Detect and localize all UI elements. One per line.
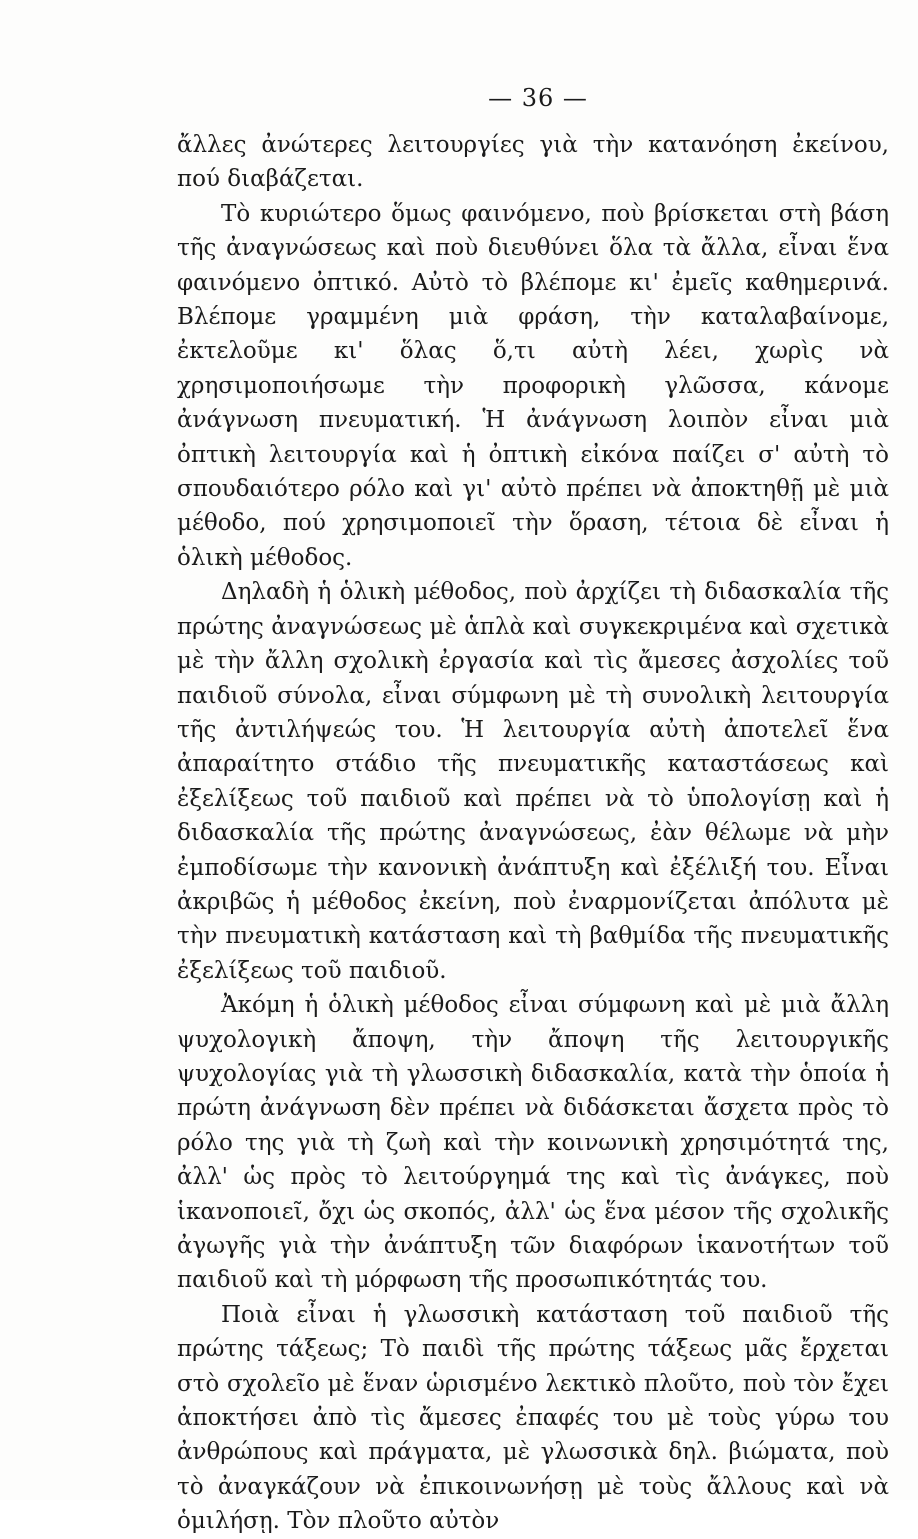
page-number: — 36 —	[488, 84, 588, 112]
paragraph-5: Ποιὰ εἶναι ἡ γλωσσικὴ κατάσταση τοῦ παιδιοῦ τῆς πρώτης τάξεως; Τὸ παιδὶ τῆς πρώτης τάξεως μᾶς ἔρχεται στὸ σχολεῖο μὲ ἕναν ὡρισμένο λεκτικὸ πλοῦτο, ποὺ τὸν ἔχει ἀποκτήσει ἀπὸ τὶς ἄμεσες ἐπαφές του μὲ τοὺς γύρω του ἀνθρώπους καὶ πράγματα, μὲ γλωσσικὰ δηλ. βιώματα, ποὺ τὸ ἀναγκάζουν νὰ ἐπικοινωνήσῃ μὲ τοὺς ἄλλους καὶ νὰ ὁμιλήσῃ. Τὸν πλοῦτο αὐτὸν	[177, 1301, 889, 1535]
paragraph-3: Δηλαδὴ ἡ ὁλικὴ μέθοδος, ποὺ ἀρχίζει τὴ διδασκαλία τῆς πρώτης ἀναγνώσεως μὲ ἁπλὰ καὶ συγκεκριμένα καὶ σχετικὰ μὲ τὴν ἄλλη σχολικὴ ἐργασία καὶ τὶς ἄμεσες ἀσχολίες τοῦ παιδιοῦ σύνολα, εἶναι σύμφωνη μὲ τὴ συνολικὴ λειτουργία τῆς ἀντιλήψεώς του. Ἡ λειτουργία αὐτὴ ἀποτελεῖ ἕνα ἀπαραίτητο στάδιο τῆς πνευματικῆς καταστάσεως καὶ ἐξελίξεως τοῦ παιδιοῦ καὶ πρέπει νὰ τὸ ὑπολογίσῃ καὶ ἡ διδασκαλία τῆς πρώτης ἀναγνώσεως, ἐὰν θέλωμε νὰ μὴν ἐμποδίσωμε τὴν κανονικὴ ἀνάπτυξη καὶ ἐξέλιξή του. Εἶναι ἀκριβῶς ἡ μέθοδος ἐκείνη, ποὺ ἐναρμονίζεται ἀπόλυτα μὲ τὴν πνευματικὴ κατάσταση καὶ τὴ βαθμίδα τῆς πνευματικῆς ἐξελίξεως τοῦ παιδιοῦ.	[177, 579, 889, 984]
paragraph-1: ἄλλες ἀνώτερες λειτουργίες γιὰ τὴν κατανόηση ἐκείνου, πού διαβάζεται.	[177, 132, 889, 193]
paragraph-2: Τὸ κυριώτερο ὅμως φαινόμενο, ποὺ βρίσκεται στὴ βάση τῆς ἀναγνώσεως καὶ ποὺ διευθύνει ὅλα τὰ ἄλλα, εἶναι ἕνα φαινόμενο ὀπτικό. Αὐτὸ τὸ βλέπομε κι' ἐμεῖς καθημερινά. Βλέπομε γραμμένη μιὰ φράση, τὴν καταλαβαίνομε, ἐκτελοῦμε κι' ὅλας ὅ,τι αὐτὴ λέει, χωρὶς νὰ χρησιμοποιήσωμε τὴν προφορικὴ γλῶσσα, κάνομε ἀνάγνωση πνευματική. Ἡ ἀνάγνωση λοιπὸν εἶναι μιὰ ὀπτικὴ λειτουργία καὶ ἡ ὀπτικὴ εἰκόνα παίζει σ' αὐτὴ τὸ σπουδαιότερο ρόλο καὶ γι' αὐτὸ πρέπει νὰ ἀποκτηθῇ μὲ μιὰ μέθοδο, πού χρησιμοποιεῖ τὴν ὅραση, τέτοια δὲ εἶναι ἡ ὁλικὴ μέθοδος.	[177, 200, 889, 571]
paragraph-4: Ἀκόμη ἡ ὁλικὴ μέθοδος εἶναι σύμφωνη καὶ μὲ μιὰ ἄλλη ψυχολογικὴ ἄποψη, τὴν ἄποψη τῆς λειτουργικῆς ψυχολογίας γιὰ τὴ γλωσσικὴ διδασκαλία, κατὰ τὴν ὁποία ἡ πρώτη ἀνάγνωση δὲν πρέπει νὰ διδάσκεται ἄσχετα πρὸς τὸ ρόλο της γιὰ τὴ ζωὴ καὶ τὴν κοινωνικὴ χρησιμότητά της, ἀλλ' ὡς πρὸς τὸ λειτούργημά της καὶ τὶς ἀνάγκες, ποὺ ἱκανοποιεῖ, ὄχι ὡς σκοπός, ἀλλ' ὡς ἕνα μέσον τῆς σχολικῆς ἀγωγῆς γιὰ τὴν ἀνάπτυξη τῶν διαφόρων ἱκανοτήτων τοῦ παιδιοῦ καὶ τὴ μόρφωση τῆς προσωπικότητάς του.	[177, 992, 889, 1294]
body-text	[177, 128, 889, 1539]
